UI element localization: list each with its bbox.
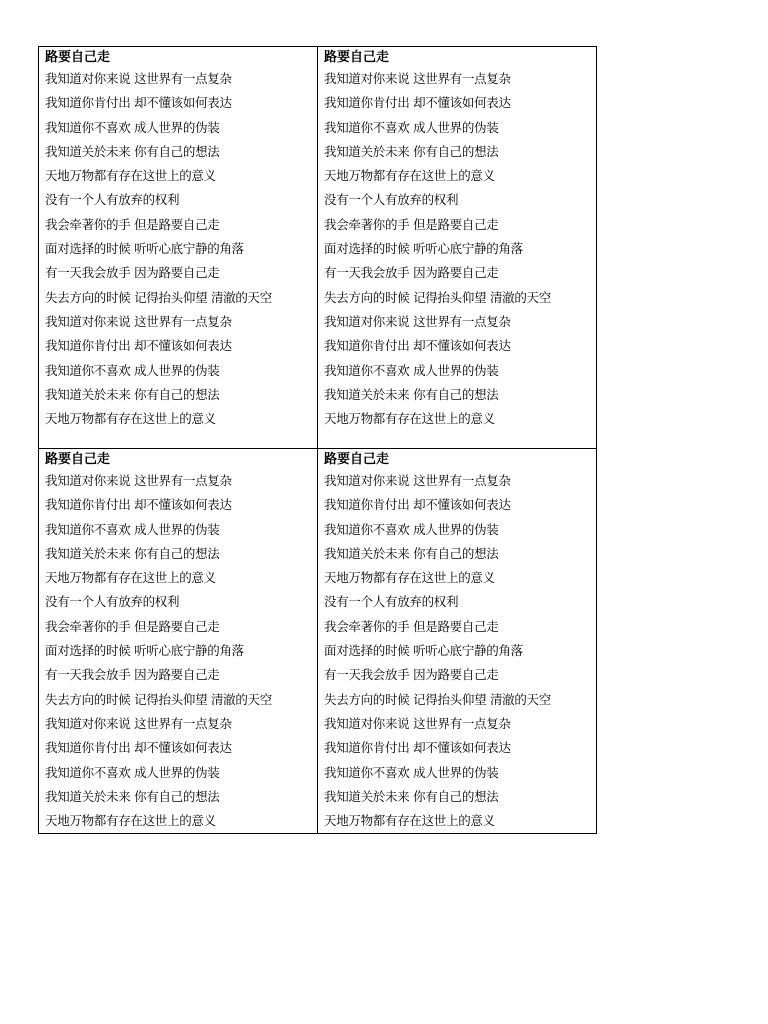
lyric-line: 面对选择的时候 听听心底宁静的角落 (324, 241, 523, 257)
lyric-line: 面对选择的时候 听听心底宁静的角落 (324, 643, 523, 659)
lyric-line: 我知道关於未来 你有自己的想法 (45, 788, 220, 804)
lyric-line: 天地万物都有存在这世上的意义 (324, 813, 495, 829)
lyric-line: 失去方向的时候 记得抬头仰望 清澈的天空 (324, 289, 551, 305)
card-title: 路要自己走 (45, 452, 111, 467)
lyric-line: 有一天我会放手 因为路要自己走 (45, 667, 220, 683)
lyric-line: 失去方向的时候 记得抬头仰望 清澈的天空 (45, 691, 272, 707)
lyric-line: 我会牵著你的手 但是路要自己走 (324, 618, 499, 634)
lyric-line: 天地万物都有存在这世上的意义 (45, 570, 216, 586)
lyric-line: 我知道关於未来 你有自己的想法 (45, 386, 220, 402)
lyric-line: 没有一个人有放弃的权利 (45, 594, 180, 610)
lyric-line: 我知道你不喜欢 成人世界的伪装 (324, 119, 499, 135)
grid-row (39, 47, 597, 449)
card-title: 路要自己走 (45, 50, 111, 65)
lyric-line: 没有一个人有放弃的权利 (324, 192, 459, 208)
lyric-line: 天地万物都有存在这世上的意义 (45, 813, 216, 829)
lyric-line: 我知道关於未来 你有自己的想法 (324, 386, 499, 402)
lyric-line: 我知道你肯付出 却不懂该如何表达 (324, 740, 511, 756)
lyrics-card-top-right (318, 47, 597, 449)
lyric-line: 我会牵著你的手 但是路要自己走 (324, 216, 499, 232)
lyrics-card-bottom-left (39, 449, 318, 834)
lyric-line: 我知道你不喜欢 成人世界的伪装 (45, 764, 220, 780)
grid-row (39, 449, 597, 834)
lyric-line: 没有一个人有放弃的权利 (324, 594, 459, 610)
lyric-line: 我知道你不喜欢 成人世界的伪装 (45, 119, 220, 135)
lyric-line: 天地万物都有存在这世上的意义 (324, 411, 495, 427)
lyric-line: 我知道对你来说 这世界有一点复杂 (45, 473, 232, 488)
lyric-line: 我知道你肯付出 却不懂该如何表达 (324, 497, 511, 513)
lyric-line: 我会牵著你的手 但是路要自己走 (45, 618, 220, 634)
lyric-line: 有一天我会放手 因为路要自己走 (45, 265, 220, 281)
lyric-line: 天地万物都有存在这世上的意义 (324, 570, 495, 586)
lyrics-card-bottom-right (318, 449, 597, 834)
lyric-line: 我知道对你来说 这世界有一点复杂 (45, 71, 232, 86)
lyric-line: 我知道你不喜欢 成人世界的伪装 (324, 362, 499, 378)
lyric-line: 我知道你肯付出 却不懂该如何表达 (324, 95, 511, 111)
lyric-line: 我知道你不喜欢 成人世界的伪装 (45, 521, 220, 537)
lyric-line: 有一天我会放手 因为路要自己走 (324, 265, 499, 281)
lyric-line: 失去方向的时候 记得抬头仰望 清澈的天空 (324, 691, 551, 707)
lyrics-card-top-left (39, 47, 318, 449)
lyric-line: 我会牵著你的手 但是路要自己走 (45, 216, 220, 232)
lyric-line: 天地万物都有存在这世上的意义 (45, 411, 216, 427)
lyric-line: 我知道你不喜欢 成人世界的伪装 (324, 764, 499, 780)
lyric-line: 天地万物都有存在这世上的意义 (45, 168, 216, 184)
lyric-line: 天地万物都有存在这世上的意义 (324, 168, 495, 184)
card-title: 路要自己走 (324, 452, 390, 467)
lyric-line: 我知道对你来说 这世界有一点复杂 (45, 715, 232, 731)
lyric-line: 我知道你肯付出 却不懂该如何表达 (45, 740, 232, 756)
lyric-line: 我知道关於未来 你有自己的想法 (45, 545, 220, 561)
lyrics-grid (38, 46, 597, 834)
card-title: 路要自己走 (324, 50, 390, 65)
lyric-line: 我知道对你来说 这世界有一点复杂 (324, 71, 511, 86)
lyric-line: 失去方向的时候 记得抬头仰望 清澈的天空 (45, 289, 272, 305)
lyric-line: 面对选择的时候 听听心底宁静的角落 (45, 241, 244, 257)
lyric-line: 我知道你不喜欢 成人世界的伪装 (45, 362, 220, 378)
lyric-line: 我知道你肯付出 却不懂该如何表达 (45, 95, 232, 111)
lyric-line: 我知道你肯付出 却不懂该如何表达 (45, 497, 232, 513)
lyric-line: 我知道关於未来 你有自己的想法 (324, 545, 499, 561)
lyric-line: 我知道你肯付出 却不懂该如何表达 (324, 338, 511, 354)
lyric-line: 我知道你肯付出 却不懂该如何表达 (45, 338, 232, 354)
lyric-line: 我知道对你来说 这世界有一点复杂 (45, 313, 232, 329)
lyric-line: 面对选择的时候 听听心底宁静的角落 (45, 643, 244, 659)
lyric-line: 我知道你不喜欢 成人世界的伪装 (324, 521, 499, 537)
lyric-line: 没有一个人有放弃的权利 (45, 192, 180, 208)
lyric-line: 有一天我会放手 因为路要自己走 (324, 667, 499, 683)
lyric-line: 我知道对你来说 这世界有一点复杂 (324, 313, 511, 329)
lyric-line: 我知道关於未来 你有自己的想法 (45, 143, 220, 159)
lyric-line: 我知道关於未来 你有自己的想法 (324, 788, 499, 804)
lyric-line: 我知道关於未来 你有自己的想法 (324, 143, 499, 159)
lyric-line: 我知道对你来说 这世界有一点复杂 (324, 715, 511, 731)
lyric-line: 我知道对你来说 这世界有一点复杂 (324, 473, 511, 488)
